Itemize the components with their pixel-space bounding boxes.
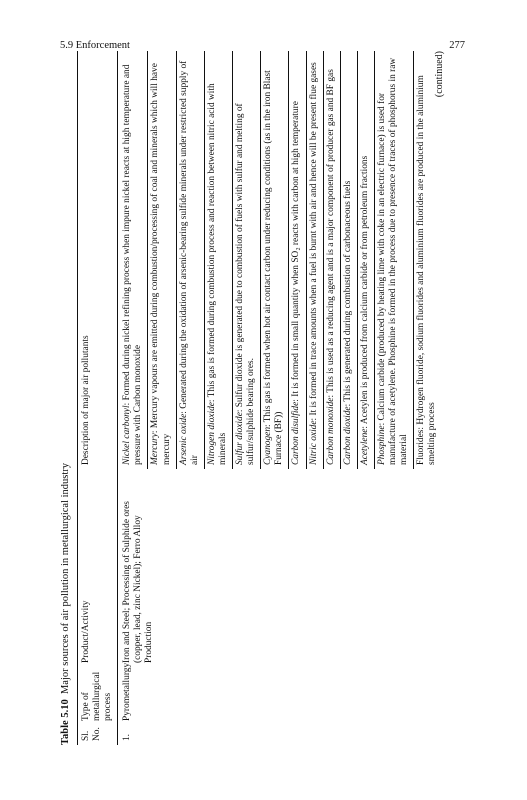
pollutant-name: Nitric oxide	[308, 420, 319, 465]
pollutant-description	[204, 51, 232, 469]
pollutant-name: Acetylene	[359, 428, 370, 465]
table-caption-text: Major sources of air pollution in metallurgical industry	[60, 462, 71, 695]
pollutant-text: : Acetylen is produced from calcium carbide or from petroleum fractions	[359, 155, 370, 429]
page-number: 277	[449, 40, 465, 51]
pollutant-name: Sulfur dioxide	[235, 412, 246, 465]
pollutant-name: Phosphine	[376, 425, 387, 465]
section-title: 5.9 Enforcement	[60, 40, 130, 51]
header-process-type: Type of metallurgical process	[78, 667, 118, 725]
pollutant-description	[233, 51, 261, 469]
pollutant-description	[289, 51, 306, 469]
pollutant-text: : Generated during the oxidation of arsenic-bearing sulfide minerals under restricted supply of air	[178, 60, 200, 465]
pollutant-text: : Mercury vapours are emitted during combustion/processing of coal and minerals which will have mercury	[150, 63, 172, 465]
pollutant-description	[357, 51, 374, 469]
pollutant-text: : This gas is formed during combustion process and reaction between nitric acid with minerals	[206, 83, 228, 465]
cell-process-type: Pyrometallurgy	[122, 662, 133, 721]
table-header-row	[78, 51, 118, 745]
pollutant-text: : Formed during nickel refining process when impure nickel reacts at high temperature and pressure with Carbon monoxide	[122, 64, 144, 465]
pollutant-description	[261, 51, 289, 469]
table-body	[118, 51, 442, 745]
table-row	[118, 51, 148, 745]
table-caption	[60, 463, 71, 745]
pollutant-text: : It is formed in small quantity when SO₂ reacts with carbon at high temperature	[291, 101, 302, 402]
pollutant-name: Carbon monoxide	[325, 397, 336, 465]
pollutant-name: Mercury	[150, 433, 161, 465]
pollutant-description	[118, 51, 148, 469]
pollutant-text: : Sulfur dioxide is generated due to combustion of fuels with sulfur and melting of sulfur/sulphide bearing ores.	[235, 103, 257, 465]
pollutant-description	[374, 51, 413, 469]
pollutant-description	[176, 51, 204, 469]
header-product-activity: Product/Activity	[78, 469, 118, 667]
pollutant-name: Nickel carbonyl	[122, 405, 133, 465]
pollutant-description	[323, 51, 340, 469]
header-description: Description of major air pollutants	[78, 51, 118, 469]
cell-product-activity: Iron and Steel; Processing of Sulphide ores (copper, lead, zinc Nickel); Ferro Alloy Production	[122, 501, 155, 663]
pollutant-text: : This is generated during combustion of carbonaceous fuels	[342, 180, 353, 407]
pollutant-description	[340, 51, 357, 469]
pollutant-text: : This gas is formed when hot air contact carbon under reducing conditions (as in the iron Blast Furnace (BF))	[263, 70, 285, 465]
pollutant-text: Fluorides: Hydrogen fluoride, sodium fluorides and aluminium fluorides are produced in the aluminium smelting process	[416, 75, 438, 465]
pollutant-name: Cyanogen	[263, 426, 274, 465]
rotated-table-page	[60, 51, 446, 745]
pollutant-text: : Calcium carbide (produced by heating lime with coke in an electric furnace) is used for manufacture of acetylene. Phosphine is formed in the process due to presence of traces of phosphorus in raw material	[376, 57, 410, 465]
table-label: Table 5.10	[60, 699, 71, 745]
header-sl-no: Sl. No.	[78, 725, 118, 745]
cell-sl-no: 1.	[122, 733, 133, 741]
pollutant-description	[414, 51, 442, 469]
pollutant-description	[306, 51, 323, 469]
pollutant-name: Arsenic oxide	[178, 413, 189, 465]
pollutant-name: Nitrogen dioxide	[206, 402, 217, 465]
continued-label: (continued)	[434, 51, 445, 98]
pollution-table	[77, 51, 441, 745]
pollutant-description	[148, 51, 176, 469]
pollutant-name: Carbon disulfide	[291, 401, 302, 465]
pollutant-text: : This is used as a reducing agent and is a major component of producer gas and BF gas	[325, 69, 336, 398]
pollutant-text: : It is formed in trace amounts when a fuel is burnt with air and hence will be present flue gases	[308, 62, 319, 421]
pollutant-name: Carbon dioxide	[342, 406, 353, 465]
